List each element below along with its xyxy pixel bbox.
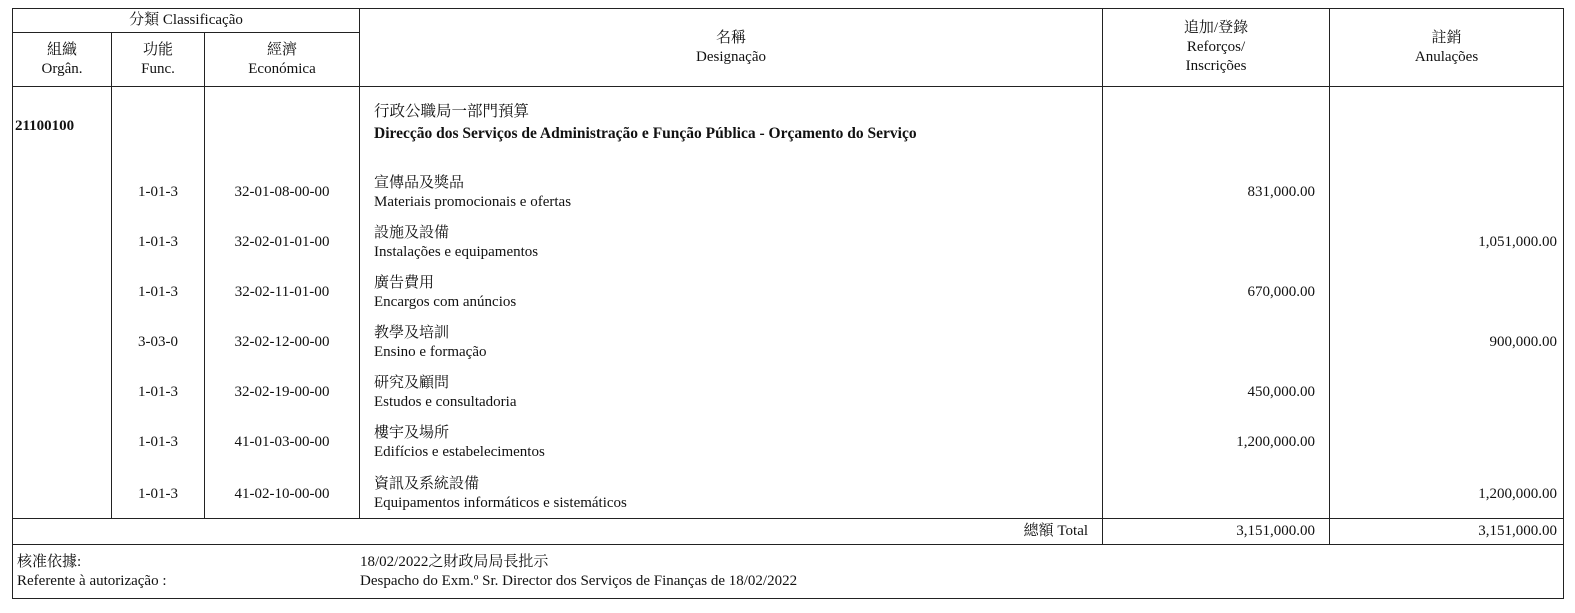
service-name-zh: 行政公職局一部門預算 xyxy=(374,103,530,120)
total-label: 總額 Total xyxy=(13,519,1103,545)
row-reforcos xyxy=(1103,215,1330,265)
classification-header: 分類 Classificação xyxy=(13,9,360,33)
func-header xyxy=(112,33,205,87)
row-name-pt: Equipamentos informáticos e sistemáticos xyxy=(374,495,627,512)
table-row xyxy=(13,265,1564,315)
row-reforcos xyxy=(1103,315,1330,365)
row-anulacoes xyxy=(1330,415,1564,465)
authorization-text-zh: 18/02/2022之財政局局長批示 xyxy=(360,553,549,570)
row-name-pt: Instalações e equipamentos xyxy=(374,243,539,260)
organ-header xyxy=(13,33,112,87)
table-row xyxy=(13,315,1564,365)
organ-pt: Orgân. xyxy=(41,60,83,77)
total-anulacoes: 3,151,000.00 xyxy=(1330,519,1564,545)
table-row xyxy=(13,415,1564,465)
row-econ: 32-02-11-01-00 xyxy=(205,265,360,315)
designation-pt: Designação xyxy=(696,48,766,65)
row-name-zh: 教學及培訓 xyxy=(374,324,450,341)
row-anulacoes xyxy=(1330,265,1564,315)
service-code: 21100100 xyxy=(15,118,75,134)
authorization-label-zh: 核准依據: xyxy=(17,553,82,570)
table-row xyxy=(13,365,1564,415)
table-row xyxy=(13,465,1564,519)
designation-zh: 名稱 xyxy=(716,29,747,46)
budget-table xyxy=(12,8,1564,599)
row-name-pt: Estudos e consultadoria xyxy=(374,393,517,410)
row-name-zh: 資訊及系統設備 xyxy=(374,476,480,493)
row-reforcos: 450,000.00 xyxy=(1103,365,1330,415)
authorization-text-pt: Despacho do Exm.º Sr. Director dos Serviços de Finanças de 18/02/2022 xyxy=(360,572,798,589)
row-name-zh: 設施及設備 xyxy=(374,224,450,241)
row-name-pt: Edifícios e estabelecimentos xyxy=(374,443,545,460)
func-pt: Func. xyxy=(141,60,175,77)
row-name-pt: Materiais promocionais e ofertas xyxy=(374,193,572,210)
row-reforcos: 831,000.00 xyxy=(1103,165,1330,215)
total-reforcos: 3,151,000.00 xyxy=(1103,519,1330,545)
row-func: 3-03-0 xyxy=(112,315,205,365)
total-row xyxy=(13,519,1564,545)
row-name-pt: Encargos com anúncios xyxy=(374,293,517,310)
authorization-row xyxy=(13,545,1564,599)
econ-header xyxy=(205,33,360,87)
table-row xyxy=(13,215,1564,265)
table-row xyxy=(13,165,1564,215)
annulments-zh: 註銷 xyxy=(1431,29,1462,46)
organ-zh: 組織 xyxy=(46,41,77,58)
row-econ: 32-02-12-00-00 xyxy=(205,315,360,365)
row-anulacoes xyxy=(1330,365,1564,415)
row-name-zh: 研究及顧問 xyxy=(374,374,450,391)
row-func: 1-01-3 xyxy=(112,165,205,215)
row-func: 1-01-3 xyxy=(112,215,205,265)
row-econ: 32-01-08-00-00 xyxy=(205,165,360,215)
row-econ: 32-02-19-00-00 xyxy=(205,365,360,415)
row-econ: 32-02-01-01-00 xyxy=(205,215,360,265)
authorization-label-pt: Referente à autorização : xyxy=(17,572,167,589)
reinforcements-zh: 追加/登錄 xyxy=(1183,20,1249,36)
row-name-pt: Ensino e formação xyxy=(374,343,487,360)
reinforcements-pt2: Inscrições xyxy=(1185,58,1247,74)
row-reforcos xyxy=(1103,465,1330,519)
annulments-header xyxy=(1330,9,1564,87)
annulments-pt: Anulações xyxy=(1414,48,1479,65)
service-row xyxy=(13,87,1564,165)
row-func: 1-01-3 xyxy=(112,365,205,415)
row-name-zh: 樓宇及場所 xyxy=(374,424,450,441)
row-name-zh: 宣傳品及獎品 xyxy=(374,174,465,191)
row-name-zh: 廣告費用 xyxy=(374,274,435,291)
row-anulacoes xyxy=(1330,165,1564,215)
row-reforcos: 1,200,000.00 xyxy=(1103,415,1330,465)
row-anulacoes: 1,200,000.00 xyxy=(1330,465,1564,519)
row-anulacoes: 900,000.00 xyxy=(1330,315,1564,365)
func-zh: 功能 xyxy=(142,41,173,58)
row-func: 1-01-3 xyxy=(112,415,205,465)
row-econ: 41-02-10-00-00 xyxy=(205,465,360,519)
row-func: 1-01-3 xyxy=(112,265,205,315)
row-reforcos: 670,000.00 xyxy=(1103,265,1330,315)
row-anulacoes: 1,051,000.00 xyxy=(1330,215,1564,265)
service-name-pt: Direcção dos Serviços de Administração e Função Pública - Orçamento do Serviço xyxy=(374,125,917,142)
econ-pt: Económica xyxy=(248,60,316,77)
row-econ: 41-01-03-00-00 xyxy=(205,415,360,465)
econ-zh: 經濟 xyxy=(267,41,298,58)
reinforcements-header xyxy=(1103,9,1330,87)
row-func: 1-01-3 xyxy=(112,465,205,519)
designation-header xyxy=(360,9,1103,87)
reinforcements-pt1: Reforços/ xyxy=(1186,39,1246,55)
